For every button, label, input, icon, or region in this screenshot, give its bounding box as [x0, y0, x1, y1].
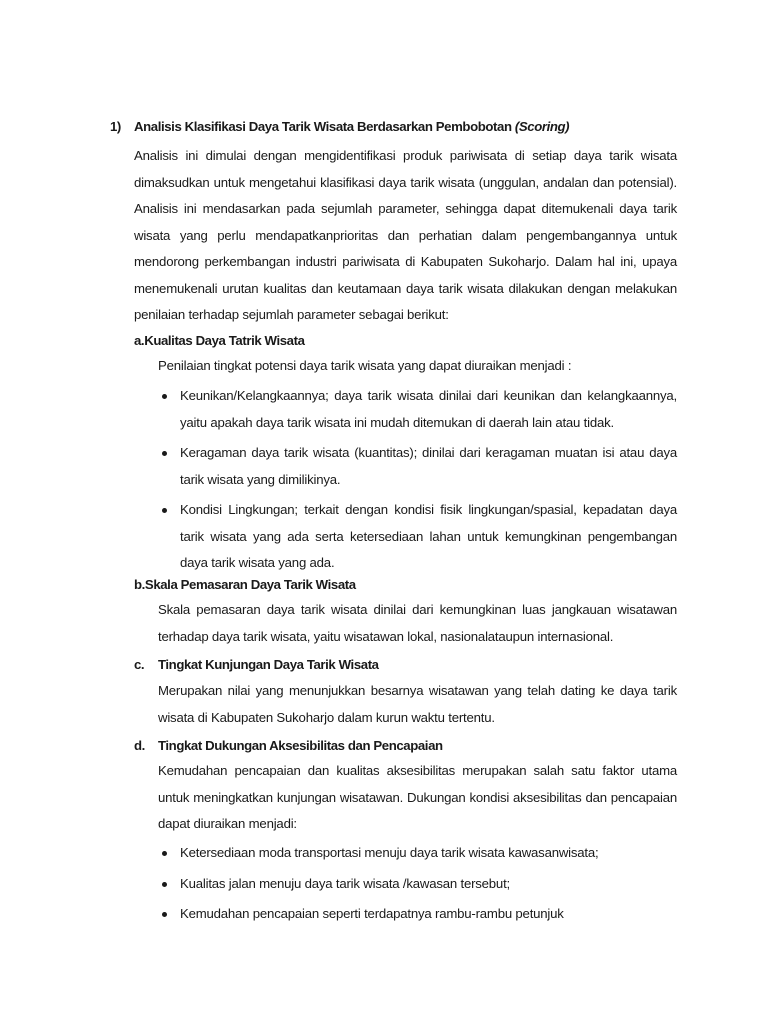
bullet-icon	[162, 912, 167, 917]
section-heading	[110, 119, 569, 134]
sub-a-lead: Penilaian tingkat potensi daya tarik wisata yang dapat diuraikan menjadi :	[158, 358, 572, 373]
list-item-text: Kemudahan pencapaian seperti terdapatnya rambu-rambu petunjuk	[180, 906, 564, 921]
sub-heading-b: b.Skala Pemasaran Daya Tarik Wisata	[134, 577, 356, 592]
sub-c-title: Tingkat Kunjungan Daya Tarik Wisata	[158, 657, 379, 672]
bullet-icon	[162, 882, 167, 887]
list-item	[158, 497, 677, 577]
bullet-icon	[162, 394, 167, 399]
sub-d-letter: d.	[134, 738, 145, 753]
sub-heading-a: a.Kualitas Daya Tatrik Wisata	[134, 333, 305, 348]
sub-d-title: Tingkat Dukungan Aksesibilitas dan Pencapaian	[158, 738, 443, 753]
sub-c-paragraph: Merupakan nilai yang menunjukkan besarnya wisatawan yang telah dating ke daya tarik wisata di Kabupaten Sukoharjo dalam kurun waktu tertentu.	[158, 683, 677, 725]
sub-c-letter: c.	[134, 657, 145, 672]
intro-paragraph: Analisis ini dimulai dengan mengidentifikasi produk pariwisata di setiap daya tarik wisata dimaksudkan untuk mengetahui klasifikasi daya tarik wisata (unggulan, andalan dan potensial). Analisis ini mendasarkan pada sejumlah parameter, sehingga dapat ditemukenali daya tarik wisata yang perlu mendapatkanprioritas dan perhatian dalam pengembangannya untuk mendorong perkembangan industri pariwisata di Kabupaten Sukoharjo. Dalam hal ini, upaya menemukenali urutan kualitas dan keutamaan daya tarik wisata dilakukan dengan melakukan penilaian terhadap sejumlah parameter sebagai berikut:	[134, 148, 677, 322]
list-item-text: Kondisi Lingkungan; terkait dengan kondisi fisik lingkungan/spasial, kepadatan daya tarik wisata yang ada serta ketersediaan lahan untuk kemungkinan pengembangan daya tarik wisata yang ada.	[180, 502, 677, 570]
section-title: Analisis Klasifikasi Daya Tarik Wisata Berdasarkan Pembobotan	[134, 119, 515, 134]
bullet-icon	[162, 451, 167, 456]
sub-a-bullet-list	[158, 383, 677, 581]
sub-b-paragraph: Skala pemasaran daya tarik wisata dinilai dari kemungkinan luas jangkauan wisatawan terhadap daya tarik wisata, yaitu wisatawan lokal, nasionalataupun internasional.	[158, 602, 677, 644]
section-number: 1)	[110, 119, 121, 134]
list-item	[158, 383, 677, 436]
list-item-text: Ketersediaan moda transportasi menuju daya tarik wisata kawasanwisata;	[180, 845, 599, 860]
sub-d-bullet-list	[158, 840, 677, 932]
sub-d-paragraph: Kemudahan pencapaian dan kualitas aksesibilitas merupakan salah satu faktor utama untuk meningkatkan kunjungan wisatawan. Dukungan kondisi aksesibilitas dan pencapaian dapat diuraikan menjadi:	[158, 763, 677, 831]
section-title-italic: (Scoring)	[514, 119, 570, 134]
bullet-icon	[162, 508, 167, 513]
sub-heading-c	[134, 657, 379, 672]
list-item	[158, 871, 677, 898]
list-item-text: Keragaman daya tarik wisata (kuantitas); dinilai dari keragaman muatan isi atau daya tarik wisata yang dimilikinya.	[180, 445, 677, 487]
list-item	[158, 840, 677, 867]
list-item-text: Kualitas jalan menuju daya tarik wisata /kawasan tersebut;	[180, 875, 510, 891]
list-item	[158, 901, 677, 928]
list-item	[158, 440, 677, 493]
sub-heading-d	[134, 738, 443, 753]
list-item-text: Keunikan/Kelangkaannya; daya tarik wisata dinilai dari keunikan dan kelangkaannya, yaitu apakah daya tarik wisata ini mudah ditemukan di daerah lain atau tidak.	[180, 388, 677, 430]
bullet-icon	[162, 851, 167, 856]
